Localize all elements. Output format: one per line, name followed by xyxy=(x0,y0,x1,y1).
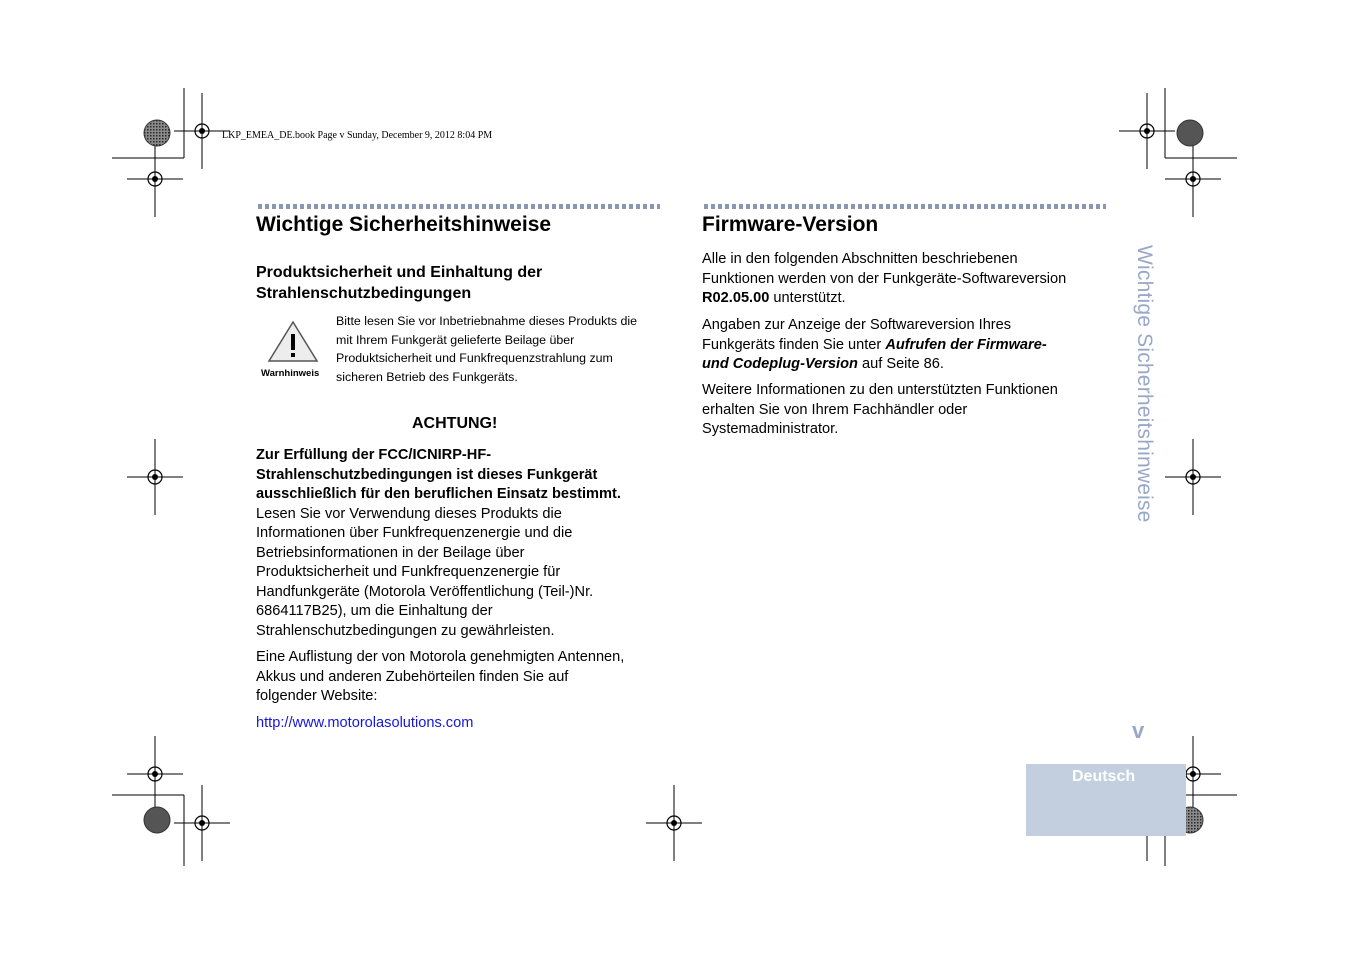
side-section-label: Wichtige Sicherheitshinweise xyxy=(1133,245,1156,523)
text-line: Betriebsinformationen in der Beilage über xyxy=(256,544,525,561)
text-line: 6864117B25), um die Einhaltung der xyxy=(256,603,493,619)
motorola-website-link[interactable]: http://www.motorolasolutions.com xyxy=(256,715,474,731)
file-info-header: LKP_EMEA_DE.book Page v Sunday, December 9, 2012 8:04 PM xyxy=(222,130,493,141)
text-line: Zur Erfüllung der FCC/ICNIRP-HF- xyxy=(256,447,492,463)
subsection-title xyxy=(256,262,542,304)
section-title-left: Wichtige Sicherheitshinweise xyxy=(256,213,552,236)
section-rule-left xyxy=(258,204,660,209)
subtitle-line: Produktsicherheit und Einhaltung der xyxy=(256,264,543,281)
text-line: Produktsicherheit und Funkfrequenzenergie für xyxy=(256,564,561,580)
text-line: Produktsicherheit und Funkfrequenzstrahlung zum xyxy=(336,351,613,366)
text-line: sicheren Betrieb des Funkgeräts. xyxy=(336,369,518,384)
section-title-right: Firmware-Version xyxy=(702,213,879,236)
text-line: mit Ihrem Funkgerät gelieferte Beilage über xyxy=(336,332,575,347)
cross-reference[interactable]: Aufrufen der Firmware- xyxy=(885,336,1047,353)
text-line: Akkus und anderen Zubehörteilen finden Sie auf xyxy=(256,668,569,685)
text-line: Lesen Sie vor Verwendung dieses Produkts die xyxy=(256,505,562,522)
warning-icon-label: Warnhinweis xyxy=(261,368,320,379)
text-line: Strahlenschutzbedingungen ist dieses Funkgerät xyxy=(256,466,598,483)
text-line: Informationen über Funkfrequenzenergie und die xyxy=(256,525,573,541)
firmware-version: R02.05.00 xyxy=(702,290,770,306)
text-span: Funkgeräts finden Sie unter xyxy=(702,336,886,353)
subtitle-line: Strahlenschutzbedingungen xyxy=(256,285,472,302)
text-line xyxy=(702,355,1122,375)
text-line: Weitere Informationen zu den unterstützten Funktionen xyxy=(702,382,1058,398)
cross-reference[interactable]: und Codeplug-Version xyxy=(702,356,858,372)
caution-block xyxy=(256,446,676,641)
text-line xyxy=(702,289,1122,309)
text-line: Handfunkgeräte (Motorola Veröffentlichung (Teil-)Nr. xyxy=(256,583,594,600)
caution-heading: ACHTUNG! xyxy=(412,415,498,432)
warning-triangle-icon xyxy=(267,320,319,364)
text-span: unterstützt. xyxy=(769,290,846,306)
page-number: v xyxy=(1132,718,1145,743)
text-line: Eine Auflistung der von Motorola genehmigten Antennen, xyxy=(256,649,625,665)
text-line: Angaben zur Anzeige der Softwareversion Ihres xyxy=(702,317,1012,333)
section-rule-right xyxy=(704,204,1106,209)
firmware-paragraph-3 xyxy=(702,381,1122,440)
text-line xyxy=(702,336,1122,356)
text-span: auf Seite 86. xyxy=(857,356,944,372)
language-label: Deutsch xyxy=(1072,768,1136,785)
accessories-paragraph xyxy=(256,648,676,707)
text-line: Funktionen werden von der Funkgeräte-Softwareversion xyxy=(702,270,1067,287)
firmware-paragraph-1 xyxy=(702,250,1122,309)
firmware-paragraph-2 xyxy=(702,316,1122,375)
text-line: Systemadministrator. xyxy=(702,421,839,437)
text-line: folgender Website: xyxy=(256,688,378,704)
text-line: erhalten Sie von Ihrem Fachhändler oder xyxy=(702,401,968,418)
text-line: ausschließlich für den beruflichen Einsatz bestimmt. xyxy=(256,486,621,502)
text-line: Strahlenschutzbedingungen zu gewährleisten. xyxy=(256,622,555,639)
language-tab xyxy=(1026,764,1186,836)
text-line: Bitte lesen Sie vor Inbetriebnahme dieses Produkts die xyxy=(336,314,637,328)
warning-text xyxy=(336,312,666,386)
text-line: Alle in den folgenden Abschnitten beschriebenen xyxy=(702,251,1018,267)
